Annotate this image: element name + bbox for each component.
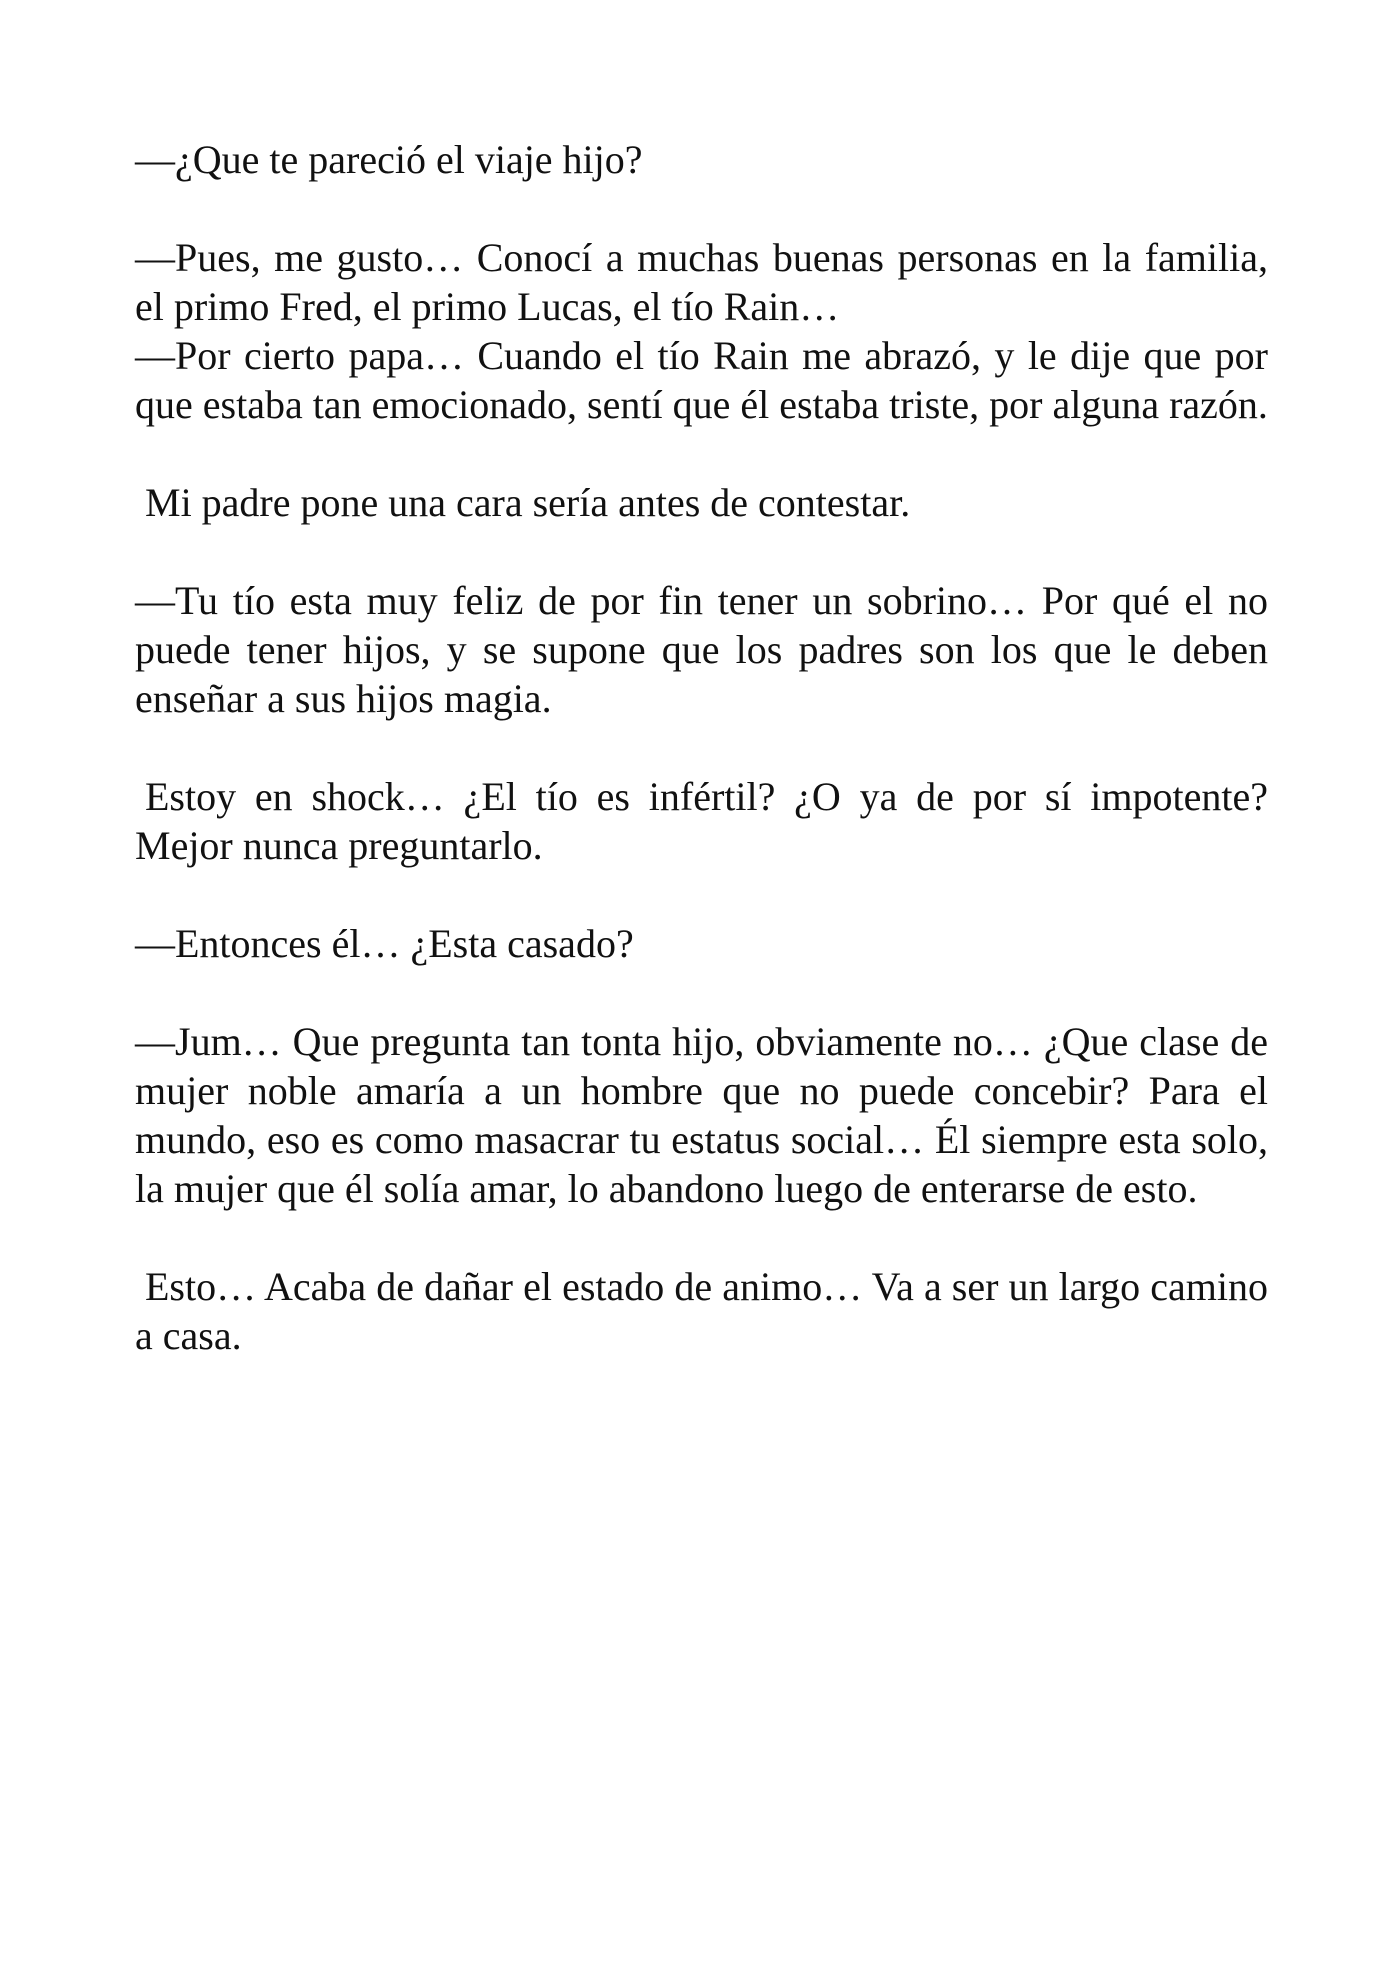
paragraph-1: —¿Que te pareció el viaje hijo? [135,137,643,182]
paragraph-8: —Jum… Que pregunta tan tonta hijo, obviamente no… ¿Que clase de mujer noble amaría a un hombre que no puede concebir? Para el mundo, eso es como masacrar tu estatus social… Él siempre esta solo, la mujer que él solía amar, lo abandono luego de enterarse de esto. [135,1019,1268,1211]
paragraph-7: —Entonces él… ¿Esta casado? [135,921,634,966]
paragraph-6: Estoy en shock… ¿El tío es infértil? ¿O ya de por sí impotente? Mejor nunca preguntarlo. [135,774,1268,868]
paragraph-5: —Tu tío esta muy feliz de por fin tener un sobrino… Por qué el no puede tener hijos, y se supone que los padres son los que le deben enseñar a sus hijos magia. [135,578,1268,721]
paragraph-4: Mi padre pone una cara sería antes de contestar. [145,480,911,525]
document-page [135,135,1268,1360]
paragraph-2: —Pues, me gusto… Conocí a muchas buenas personas en la familia, el primo Fred, el primo Lucas, el tío Rain… [135,235,1268,329]
paragraph-9: Esto… Acaba de dañar el estado de animo… Va a ser un largo camino a casa. [135,1264,1268,1358]
paragraph-3: —Por cierto papa… Cuando el tío Rain me abrazó, y le dije que por que estaba tan emocionado, sentí que él estaba triste, por alguna razón. [135,333,1268,427]
